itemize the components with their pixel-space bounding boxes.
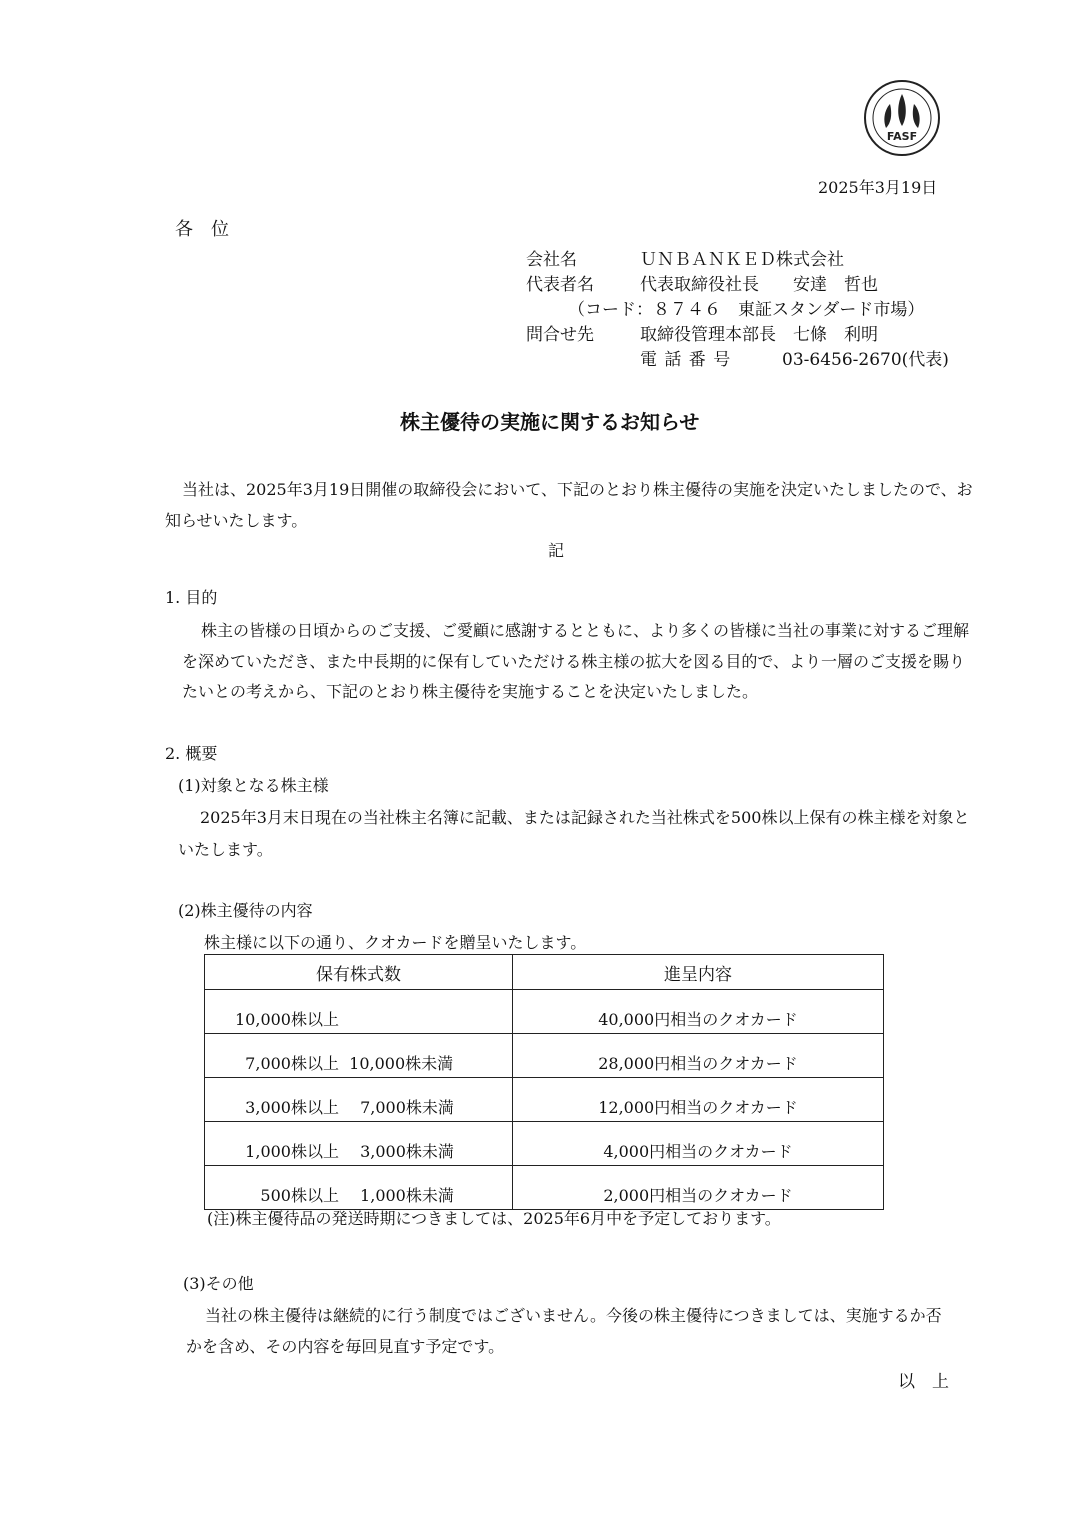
section1-line-2: を深めていただき、また中長期的に保有していただける株主様の拡大を図る目的で、より一層のご支援を賜り [182, 652, 966, 671]
table-row [205, 1166, 884, 1210]
sub2-heading: (2)株主優待の内容 [178, 901, 313, 920]
sub1-line-1: 2025年3月末日現在の当社株主名簿に記載、または記録された当社株式を500株以上保有の株主様を対象と [200, 808, 970, 827]
section2-heading: 2. 概要 [165, 744, 218, 763]
table-row [205, 1034, 884, 1078]
sub3-line-2: かを含め、その内容を毎回見直す予定です。 [186, 1337, 505, 1356]
gift-cell: 4,000円相当のクオカード [513, 1122, 884, 1166]
contact-name: 取締役管理本部長 七條 利明 [640, 325, 878, 345]
phone-label: 電 話 番 号 [640, 350, 732, 370]
company-name: ＵＮＢＡＮＫＥＤ株式会社 [640, 250, 844, 270]
intro-line-2: 知らせいたします。 [165, 511, 308, 530]
holdings-cell: 1,000株以上 3,000株未満 [205, 1122, 513, 1166]
contact-label: 問合せ先 [526, 325, 594, 345]
document-title: 株主優待の実施に関するお知らせ [400, 410, 700, 434]
intro-line-1: 当社は、2025年3月19日開催の取締役会において、下記のとおり株主優待の実施を決定いたしましたので、お [182, 480, 973, 499]
holdings-cell: 7,000株以上 10,000株未満 [205, 1034, 513, 1078]
gift-cell: 28,000円相当のクオカード [513, 1034, 884, 1078]
sub3-heading: (3)その他 [183, 1274, 254, 1293]
gift-cell: 2,000円相当のクオカード [513, 1166, 884, 1210]
gift-cell: 12,000円相当のクオカード [513, 1078, 884, 1122]
stock-code-line: （コード：８７４６ 東証スタンダード市場） [568, 300, 925, 320]
fasf-logo [862, 78, 942, 158]
phone-number: 03-6456-2670(代表) [782, 350, 949, 370]
sub3-line-1: 当社の株主優待は継続的に行う制度ではございません。今後の株主優待につきましては、実施するか否 [205, 1306, 942, 1325]
table-row [205, 990, 884, 1034]
gift-cell: 40,000円相当のクオカード [513, 990, 884, 1034]
section1-heading: 1. 目的 [165, 588, 218, 607]
company-label: 会社名 [526, 250, 577, 270]
representative-name: 代表取締役社長 安達 哲也 [640, 275, 878, 295]
sub1-heading: (1)対象となる株主様 [178, 776, 329, 795]
table-header-row [205, 955, 884, 990]
fasf-logo-text: FASF [886, 130, 918, 143]
benefits-table [204, 954, 884, 1210]
addressee: 各 位 [175, 219, 229, 240]
holdings-cell: 3,000株以上 7,000株未満 [205, 1078, 513, 1122]
sub1-line-2: いたします。 [178, 840, 273, 859]
section1-line-3: たいとの考えから、下記のとおり株主優待を実施することを決定いたしました。 [182, 682, 759, 701]
document-date: 2025年3月19日 [818, 178, 938, 197]
holdings-cell: 500株以上 1,000株未満 [205, 1166, 513, 1210]
ki-mark: 記 [548, 541, 565, 560]
table-row [205, 1122, 884, 1166]
header-holdings: 保有株式数 [205, 955, 513, 990]
header-gift: 進呈内容 [513, 955, 884, 990]
holdings-cell: 10,000株以上 [205, 990, 513, 1034]
sub2-lead: 株主様に以下の通り、クオカードを贈呈いたします。 [204, 933, 587, 952]
table-note: (注)株主優待品の発送時期につきましては、2025年6月中を予定しております。 [207, 1209, 781, 1228]
closing-mark: 以 上 [898, 1372, 949, 1392]
table-row [205, 1078, 884, 1122]
section1-line-1: 株主の皆様の日頃からのご支援、ご愛顧に感謝するとともに、より多くの皆様に当社の事業に対するご理解 [201, 621, 970, 640]
representative-label: 代表者名 [526, 275, 594, 295]
